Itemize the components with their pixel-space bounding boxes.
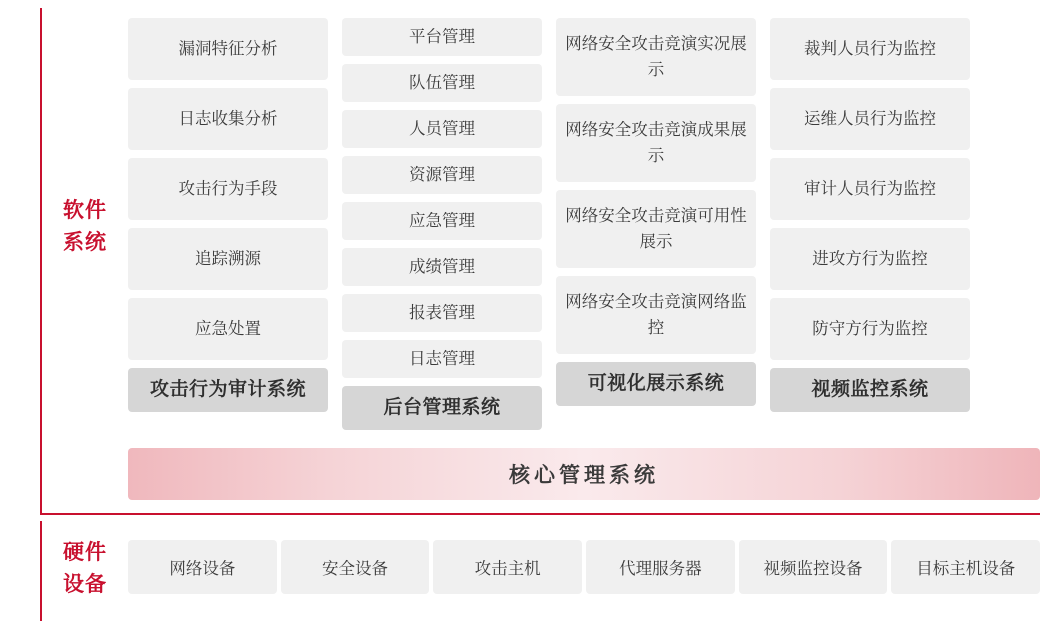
- column-backend-management-system: [342, 18, 542, 430]
- software-label-line1: 软件: [63, 199, 107, 222]
- list-item[interactable]: 应急处置: [128, 298, 328, 360]
- list-item[interactable]: 攻击行为手段: [128, 158, 328, 220]
- list-item[interactable]: 网络安全攻击竞演网络监控: [556, 276, 756, 354]
- column-footer-video-surveillance-system[interactable]: 视频监控系统: [770, 368, 970, 412]
- hardware-item[interactable]: 目标主机设备: [891, 540, 1040, 594]
- hardware-item[interactable]: 网络设备: [128, 540, 277, 594]
- list-item[interactable]: 报表管理: [342, 294, 542, 332]
- software-label-line2: 系统: [63, 231, 107, 254]
- list-item[interactable]: 应急管理: [342, 202, 542, 240]
- list-item[interactable]: 平台管理: [342, 18, 542, 56]
- list-item[interactable]: 成绩管理: [342, 248, 542, 286]
- column-video-surveillance-system: [770, 18, 970, 430]
- software-section-label: [46, 195, 124, 259]
- hardware-devices-row: [128, 540, 1040, 594]
- software-section-rail: [40, 8, 42, 513]
- hardware-item[interactable]: 视频监控设备: [739, 540, 888, 594]
- column-footer-attack-audit-system[interactable]: 攻击行为审计系统: [128, 368, 328, 412]
- core-management-system-bar[interactable]: 核心管理系统: [128, 448, 1040, 500]
- hardware-item[interactable]: 安全设备: [281, 540, 430, 594]
- list-item[interactable]: 网络安全攻击竞演可用性展示: [556, 190, 756, 268]
- list-item[interactable]: 运维人员行为监控: [770, 88, 970, 150]
- hardware-label-line2: 设备: [63, 573, 107, 596]
- list-item[interactable]: 网络安全攻击竞演成果展示: [556, 104, 756, 182]
- hardware-section-rail: [40, 521, 42, 621]
- list-item[interactable]: 人员管理: [342, 110, 542, 148]
- list-item[interactable]: 漏洞特征分析: [128, 18, 328, 80]
- list-item[interactable]: 追踪溯源: [128, 228, 328, 290]
- column-attack-audit-system: [128, 18, 328, 430]
- section-divider: [40, 513, 1040, 515]
- column-footer-backend-management-system[interactable]: 后台管理系统: [342, 386, 542, 430]
- hardware-item[interactable]: 攻击主机: [433, 540, 582, 594]
- hardware-section-label: [46, 537, 124, 601]
- list-item[interactable]: 日志收集分析: [128, 88, 328, 150]
- list-item[interactable]: 进攻方行为监控: [770, 228, 970, 290]
- list-item[interactable]: 防守方行为监控: [770, 298, 970, 360]
- column-footer-visualization-system[interactable]: 可视化展示系统: [556, 362, 756, 406]
- column-visualization-system: [556, 18, 756, 430]
- list-item[interactable]: 裁判人员行为监控: [770, 18, 970, 80]
- hardware-label-line1: 硬件: [63, 541, 107, 564]
- software-columns: [128, 18, 1040, 430]
- list-item[interactable]: 资源管理: [342, 156, 542, 194]
- list-item[interactable]: 队伍管理: [342, 64, 542, 102]
- list-item[interactable]: 日志管理: [342, 340, 542, 378]
- hardware-item[interactable]: 代理服务器: [586, 540, 735, 594]
- list-item[interactable]: 审计人员行为监控: [770, 158, 970, 220]
- list-item[interactable]: 网络安全攻击竞演实况展示: [556, 18, 756, 96]
